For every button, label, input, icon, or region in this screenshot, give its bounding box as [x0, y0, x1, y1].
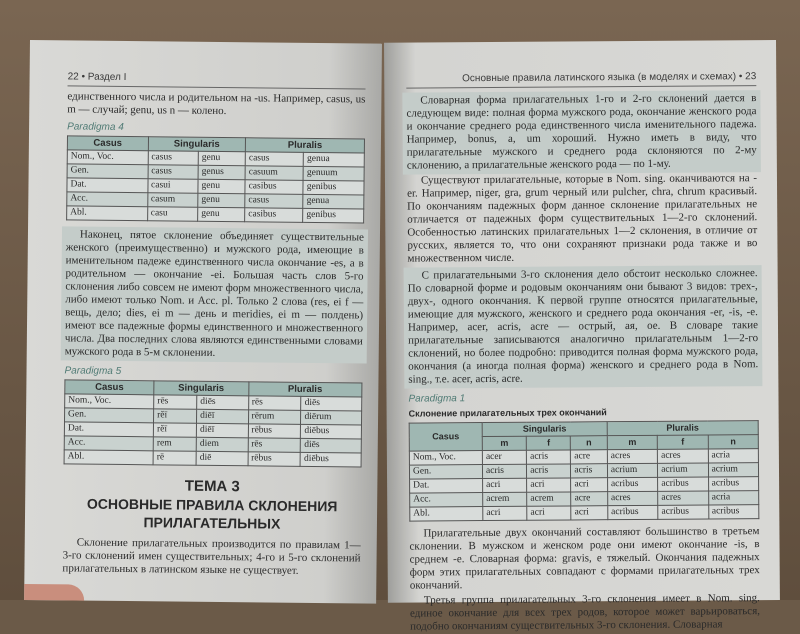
table-cell: rem	[153, 437, 196, 451]
table-cell: Gen.	[409, 465, 482, 480]
table-header: Casus	[409, 423, 482, 452]
table-cell: genu	[198, 151, 245, 165]
table-cell: rēs	[248, 438, 301, 453]
table-cell: acribus	[658, 477, 708, 491]
table-cell: acribus	[607, 477, 657, 491]
table-cell: acribus	[658, 505, 708, 519]
thumb-shape	[24, 584, 84, 601]
table-cell: acrium	[658, 463, 708, 477]
table-cell: genus	[198, 165, 245, 179]
left-page	[24, 40, 382, 604]
right-page-header: Основные правила латинского языка (в моделях и схемах) • 23	[406, 70, 756, 88]
table-cell: acris	[527, 450, 571, 464]
table-cell: diēs	[301, 396, 362, 411]
right-para-5: Третья группа прилагательных 3-го склонения имеет в Nom. sing. единое окончание для всех трех родов, которое может варьироваться, подобно окончаниям существительных 3-го склонения. Словарная	[409, 592, 761, 633]
table-cell: acres	[607, 449, 657, 463]
table-cell: acri	[527, 478, 571, 492]
table-cell: acres	[658, 449, 708, 463]
table-cell: diēbus	[301, 452, 362, 467]
table-cell: acres	[607, 491, 657, 505]
table-cell: rēbus	[248, 452, 301, 467]
table-cell: acri	[571, 506, 608, 520]
table-cell: acrem	[483, 492, 527, 506]
table-cell: rēs	[248, 396, 301, 411]
table-cell: genibus	[303, 180, 364, 195]
table-header: Pluralis	[245, 138, 364, 153]
table-cell: acrem	[527, 492, 571, 506]
table-cell: acria	[708, 449, 759, 463]
table-header: Singularis	[154, 381, 249, 396]
closing-text: Склонение прилагательных производится по правилам 1—3-го склонений имен существительных; 4-го и 5-го склонений прилагательных в латинском языке не существует.	[62, 536, 361, 577]
gender-header: m	[607, 435, 657, 449]
table-cell: Nom., Voc.	[409, 451, 482, 466]
table-cell: diēs	[301, 438, 362, 453]
table-cell: genua	[303, 152, 364, 167]
table-cell: genu	[198, 193, 245, 207]
table-cell: casui	[147, 179, 198, 194]
table-cell: Nom., Voc.	[67, 150, 148, 165]
gender-header: m	[482, 436, 526, 450]
table-cell: rēs	[154, 395, 197, 409]
table-cell: Dat.	[64, 422, 153, 437]
table-cell: acrium	[607, 463, 657, 477]
table-cell: acribus	[708, 505, 759, 519]
table-header: Casus	[67, 136, 148, 151]
table-row	[64, 450, 361, 467]
table-cell: acre	[571, 450, 608, 464]
right-para-1: Словарная форма прилагательных 1-го и 2-го склонений дается в следующем виде: полная форма мужского рода, окончание женского рода и окончание среднего рода единственного числа именительного падежа. Например, bonus, a, um хороший. Нужно иметь в виду, что прилагательные мужского и среднего рода склоняются по 2-му склонению, а прилагательные женского рода — по 1-му.	[402, 90, 761, 174]
table-cell: Gen.	[65, 408, 154, 423]
table-cell: rēbus	[248, 424, 301, 439]
right-para-2: Существуют прилагательные, которые в Nom. sing. оканчиваются на -er. Например, niger, gra, grum черный или pulcher, chra, chrum красивый. По окончаниям падежных форм данное склонение прилагательных не отличается от падежных форм существительных 1—2-го склонений. Особенностью латинских прилагательных 1—2 склонения, в отличие от русских, является то, что они сохраняют признаки рода также и во множественном числе.	[407, 172, 758, 265]
fifth-declension-text: Наконец, пятое склонение объединяет существительные женского (преимущественно) и мужского рода, имеющие в именительном падеже единственного числа окончание -es, а в родительном — окончание -ei. Большая часть слов 5-го склонения либо совсем не имеют форм множественного числа, либо имеют только Nom. и Acc. pl. Только 2 слова (res, ei f — вещь, дело; dies, ei m — день и meridies, ei m — полдень) имеют все падежные формы единственного и множественного числа. Два последних слова являются единственными словами мужского рода в 5-м склонении.	[61, 226, 368, 363]
table-cell: Abl.	[67, 206, 148, 221]
table-cell: acrium	[708, 463, 759, 477]
paradigm4-table	[66, 135, 365, 223]
table-cell: casu	[147, 207, 198, 222]
table-cell: genu	[198, 179, 245, 193]
theme-heading	[63, 476, 362, 533]
paradigm1-label: Paradigma 1	[408, 393, 466, 405]
table-header: Casus	[65, 380, 154, 395]
table-cell: casus	[148, 165, 199, 180]
gender-header: f	[657, 435, 707, 449]
table-cell: casum	[147, 193, 198, 208]
table-cell: acri	[483, 506, 527, 520]
paradigm5-table	[64, 379, 363, 467]
table-cell: casus	[245, 194, 303, 209]
gender-header: n	[708, 435, 759, 449]
table-cell: Acc.	[410, 493, 483, 508]
paradigm4-label: Paradigma 4	[67, 121, 124, 133]
table-cell: acri	[483, 478, 527, 492]
table-cell: Dat.	[410, 479, 483, 494]
table-cell: Gen.	[67, 164, 148, 179]
theme-title: ОСНОВНЫЕ ПРАВИЛА СКЛОНЕНИЯ ПРИЛАГАТЕЛЬНЫХ	[86, 495, 338, 532]
table-header: Singularis	[148, 137, 246, 152]
table-cell: genibus	[303, 208, 364, 223]
table-cell: diēbus	[301, 424, 362, 439]
table-cell: acris	[482, 464, 526, 478]
table-row	[410, 505, 759, 521]
table1-caption: Склонение прилагательных трех окончаний	[408, 407, 607, 419]
table-header: Pluralis	[607, 421, 758, 436]
table-cell: Abl.	[64, 450, 153, 465]
table-cell: acris	[527, 464, 571, 478]
table-cell: diēs	[197, 395, 249, 410]
table-cell: Acc.	[67, 192, 148, 207]
table-cell: genu	[198, 207, 245, 221]
table-cell: acre	[571, 492, 608, 506]
table-cell: Acc.	[64, 436, 153, 451]
table-cell: diē	[196, 451, 248, 466]
right-para-4: Прилагательные двух окончаний составляют большинство в третьем склонении. В мужском и женском роде они имеют окончание -is, в среднем -e. Словарная форма: gravis, e тяжелый. Окончания падежных форм этих прилагательных совпадают с формами прилагательных трех окончаний.	[409, 525, 760, 592]
table-cell: acribus	[608, 505, 658, 519]
theme-number: ТЕМА 3	[184, 477, 240, 496]
table-cell: Abl.	[410, 507, 483, 522]
table-header: Singularis	[482, 422, 607, 437]
table-cell: casus	[148, 151, 199, 166]
left-page-header: 22 • Раздел I	[68, 70, 366, 89]
table-cell: diēī	[197, 409, 249, 424]
table-cell: casus	[245, 152, 303, 167]
table-cell: diem	[196, 437, 248, 452]
table-cell: rĕī	[153, 423, 196, 437]
right-para-3: С прилагательными 3-го склонения дело обстоит несколько сложнее. По словарной форме и родовым окончаниям они бывают 3 видов: трех-, двух-, одного окончания. К первой группе относятся прилагательные, имеющие для мужского, женского и среднего рода окончания -er, -is, -e. Например, acer, acris, acre — острый, ая, ое. В словаре такие прилагательные записываются аналогично прилагательным 1—2-го склонений, но более подробно: приводится полная форма мужского рода, окончания (а иногда полная форма) женского и среднего рода в Nom. sing., т.е. acer, acris, acre.	[404, 265, 763, 388]
gender-header: n	[571, 436, 608, 450]
table-cell: genuum	[303, 166, 364, 181]
table-cell: Nom., Voc.	[65, 394, 154, 409]
table-cell: acer	[482, 450, 526, 464]
table-cell: genua	[303, 194, 364, 209]
table-cell: Dat.	[67, 178, 148, 193]
table-cell: casuum	[245, 166, 303, 181]
table-row	[67, 206, 364, 223]
table-cell: casibus	[245, 180, 303, 195]
table-cell: rērum	[248, 410, 301, 425]
table-cell: diēī	[196, 423, 248, 438]
table-cell: acri	[527, 506, 571, 520]
paradigm5-label: Paradigma 5	[64, 365, 122, 377]
table-cell: acris	[571, 464, 608, 478]
table-cell: acria	[708, 491, 759, 505]
table-header: Pluralis	[248, 382, 362, 397]
table-cell: casibus	[245, 208, 303, 223]
table-cell: rĕī	[154, 409, 197, 423]
table-cell: acres	[658, 491, 708, 505]
left-intro-text: единственного числа и родительном на -us. Например, casus, us m — случай; genu, us n — колено.	[67, 90, 366, 118]
right-page	[384, 40, 780, 633]
table-cell: acri	[571, 478, 608, 492]
gender-header: f	[526, 436, 570, 450]
table-cell: rē	[153, 451, 196, 465]
table-cell: acribus	[708, 477, 759, 491]
table-cell: diērum	[301, 410, 362, 425]
paradigm1-table	[409, 420, 760, 521]
